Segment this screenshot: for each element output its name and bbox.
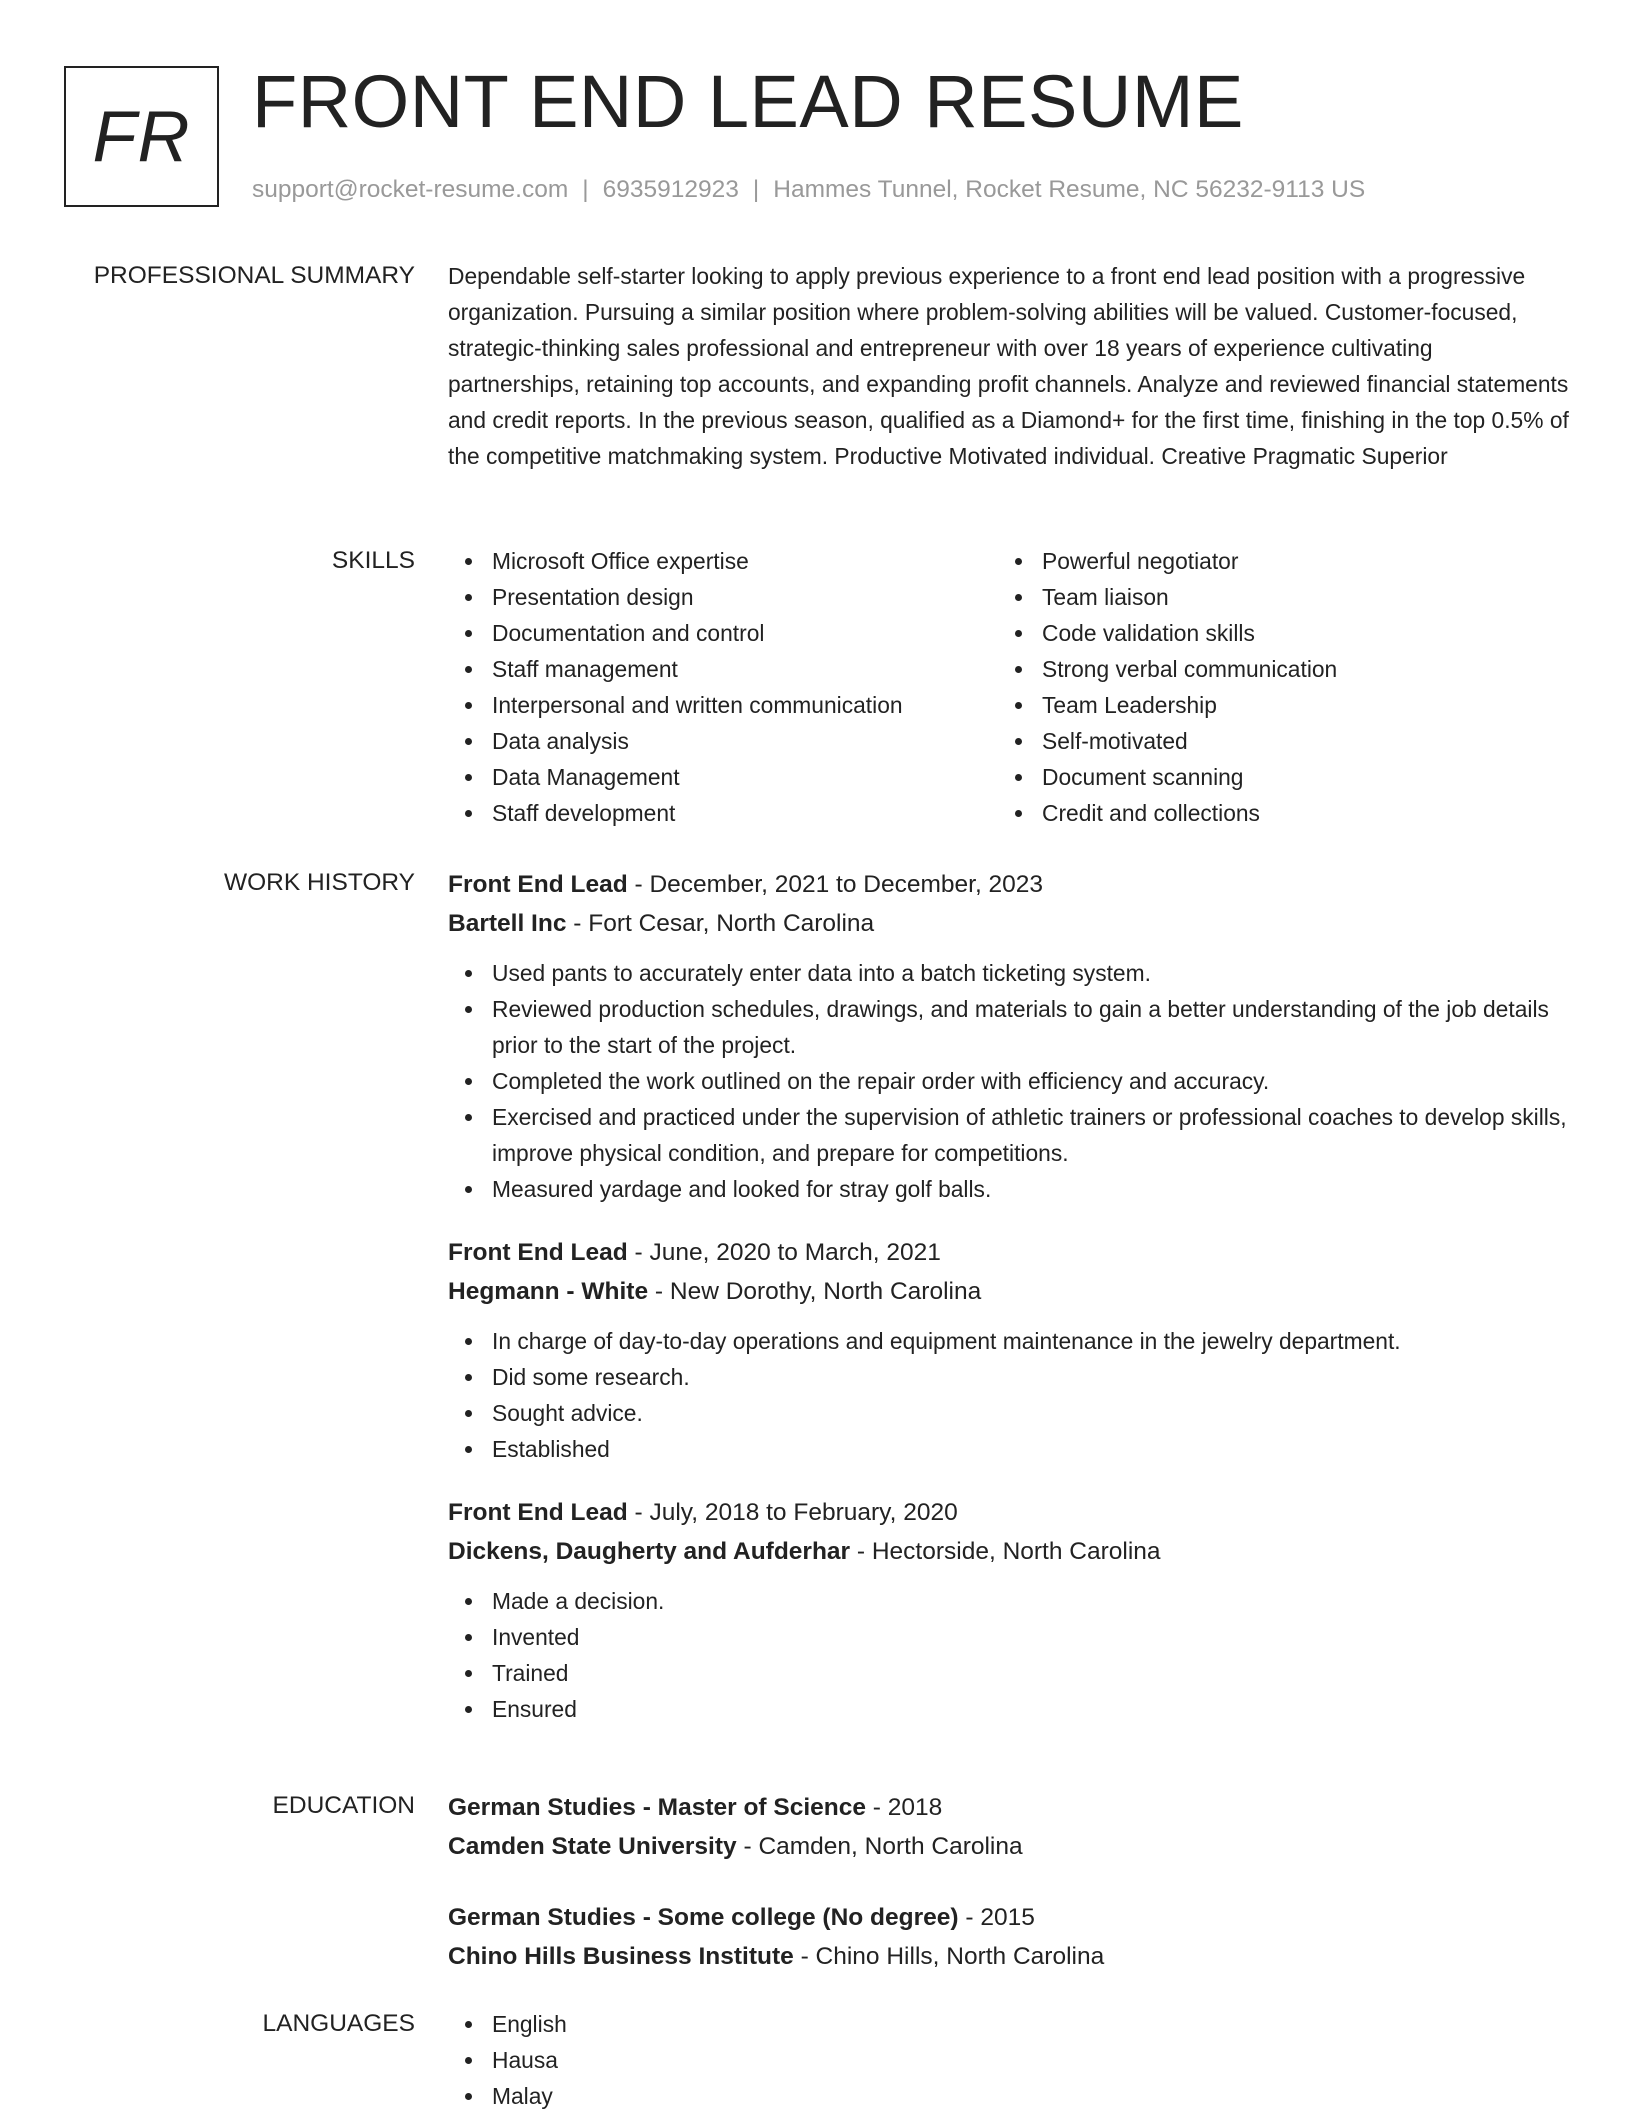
education-heading: EDUCATION [272,1792,415,1819]
skills-body [448,543,1570,831]
dash: - [958,1904,981,1931]
work-history-body [448,865,1570,1753]
skill-item: Strong verbal communication [1042,651,1548,687]
languages-heading: LANGUAGES [262,2010,415,2037]
contact-line [252,172,1365,208]
job-location: New Dorothy, North Carolina [669,1278,982,1305]
school-location: Camden, North Carolina [758,1833,1023,1860]
summary-body [448,258,1570,474]
dash: - [850,1538,872,1565]
job-company-line [448,904,1570,943]
skill-item: Credit and collections [1042,795,1548,831]
dash: - [627,871,650,898]
degree: German Studies - Master of Science [448,1794,866,1821]
dash: - [793,1943,816,1970]
skill-item: Team liaison [1042,579,1548,615]
skill-item: Presentation design [492,579,998,615]
job-entry [448,865,1570,1207]
duty-item: Trained [492,1655,1570,1691]
skills-heading: SKILLS [331,547,415,574]
job-location: Fort Cesar, North Carolina [588,910,875,937]
school-location: Chino Hills, North Carolina [815,1943,1105,1970]
dash: - [566,910,589,937]
school-line [448,1827,1570,1866]
languages-body [448,2006,1570,2114]
language-item: Hausa [492,2042,1570,2078]
dash: - [627,1499,650,1526]
work-history-heading: WORK HISTORY [223,869,415,896]
school: Camden State University [448,1833,737,1860]
skill-item: Data Management [492,759,998,795]
duty-item: Did some research. [492,1359,1570,1395]
duty-item: Sought advice. [492,1395,1570,1431]
job-company: Hegmann - White [448,1278,649,1305]
contact-separator: | [582,176,589,203]
skills-column-left [448,543,998,831]
duty-item: In charge of day-to-day operations and equipment maintenance in the jewelry department. [492,1323,1570,1359]
contact-phone: 6935912923 [602,176,739,203]
job-title: Front End Lead [448,1239,628,1266]
skill-item: Code validation skills [1042,615,1548,651]
job-company: Bartell Inc [448,910,567,937]
duty-item: Exercised and practiced under the supervision of athletic trainers or professional coaches to develop skills, improve physical condition, and prepare for competitions. [492,1099,1570,1171]
skill-item: Data analysis [492,723,998,759]
contact-separator: | [752,176,760,203]
summary-heading: PROFESSIONAL SUMMARY [93,262,415,289]
job-location: Hectorside, North Carolina [871,1538,1161,1565]
job-duties [448,1323,1570,1467]
education-body [448,1788,1570,2008]
skill-item: Team Leadership [1042,687,1548,723]
dash: - [866,1794,888,1821]
degree-year: 2018 [887,1794,943,1821]
job-duties [448,955,1570,1207]
job-dates: July, 2018 to February, 2020 [649,1499,958,1526]
school-line [448,1937,1570,1976]
skills-column-right [998,543,1548,831]
duty-item: Reviewed production schedules, drawings, and materials to gain a better understanding of the job details prior to the start of the project. [492,991,1570,1063]
job-duties [448,1583,1570,1727]
degree-line [448,1898,1570,1937]
job-title-line [448,1233,1570,1272]
education-entry [448,1898,1570,1976]
skill-item: Powerful negotiator [1042,543,1548,579]
skill-item: Microsoft Office expertise [492,543,998,579]
dash: - [648,1278,670,1305]
duty-item: Completed the work outlined on the repair order with efficiency and accuracy. [492,1063,1570,1099]
resume-title: FRONT END LEAD RESUME [252,60,1244,143]
skill-item: Document scanning [1042,759,1548,795]
skill-item: Self-motivated [1042,723,1548,759]
degree: German Studies - Some college (No degree) [448,1904,959,1931]
school: Chino Hills Business Institute [448,1943,794,1970]
skill-item: Staff management [492,651,998,687]
job-title-line [448,1493,1570,1532]
job-entry [448,1233,1570,1467]
duty-item: Ensured [492,1691,1570,1727]
skill-item: Interpersonal and written communication [492,687,998,723]
job-title: Front End Lead [448,871,628,898]
duty-item: Invented [492,1619,1570,1655]
degree-year: 2015 [980,1904,1035,1931]
duty-item: Used pants to accurately enter data into a batch ticketing system. [492,955,1570,991]
job-title-line [448,865,1570,904]
education-entry [448,1788,1570,1866]
contact-email[interactable]: support@rocket-resume.com [252,176,569,203]
job-dates: December, 2021 to December, 2023 [649,871,1044,898]
job-title: Front End Lead [448,1499,628,1526]
job-company: Dickens, Daugherty and Aufderhar [448,1538,851,1565]
duty-item: Measured yardage and looked for stray golf balls. [492,1171,1570,1207]
language-item: Malay [492,2078,1570,2114]
job-company-line [448,1272,1570,1311]
dash: - [627,1239,650,1266]
dash: - [736,1833,759,1860]
job-company-line [448,1532,1570,1571]
skill-item: Staff development [492,795,998,831]
language-item: English [492,2006,1570,2042]
degree-line [448,1788,1570,1827]
contact-address: Hammes Tunnel, Rocket Resume, NC 56232-9113 US [773,176,1366,203]
job-entry [448,1493,1570,1727]
monogram-badge: FR [64,66,219,207]
duty-item: Established [492,1431,1570,1467]
duty-item: Made a decision. [492,1583,1570,1619]
job-dates: June, 2020 to March, 2021 [649,1239,941,1266]
summary-text: Dependable self-starter looking to apply previous experience to a front end lead position with a progressive organization. Pursuing a similar position where problem-solving abilities will be valued. Customer-focused, strategic-thinking sales professional and entrepreneur with over 18 years of experience cultivating partnerships, retaining top accounts, and expanding profit channels. Analyze and reviewed financial statements and credit reports. In the previous season, qualified as a Diamond+ for the first time, finishing in the top 0.5% of the competitive matchmaking system. Productive Motivated individual. Creative Pragmatic Superior [448,263,1569,469]
skill-item: Documentation and control [492,615,998,651]
